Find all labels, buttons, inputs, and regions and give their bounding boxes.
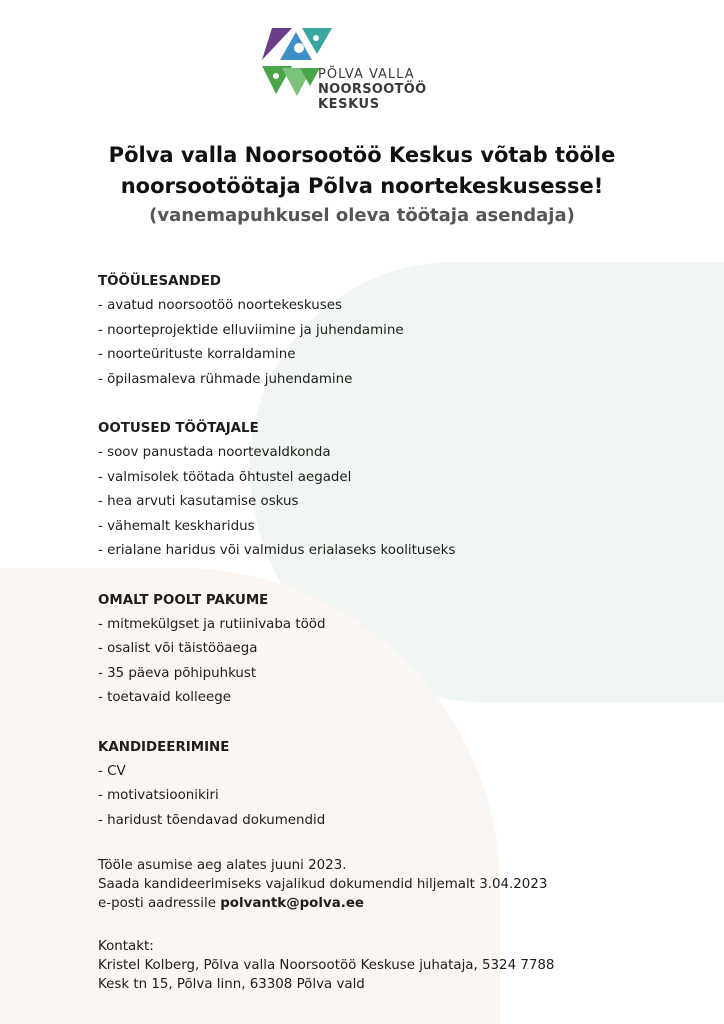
section-duties	[98, 270, 698, 392]
contact-info	[98, 937, 698, 994]
section-heading: OMALT POOLT PAKUME	[98, 592, 269, 608]
list-item: - erialane haridus või valmidus erialaseks koolituseks	[98, 543, 456, 558]
list-item: - haridust tõendavad dokumendid	[98, 812, 326, 828]
title-line-1: Põlva valla Noorsootöö Keskus võtab tööle	[108, 143, 616, 167]
list-item: - osalist või täistööaega	[98, 641, 258, 656]
title-line-2: noorsootöötaja Põlva noortekeskusesse!	[120, 174, 604, 198]
list-item: - 35 päeva põhipuhkust	[98, 665, 257, 681]
list-item: - vähemalt keskharidus	[98, 518, 255, 534]
application-info	[98, 856, 698, 913]
list-item: - motivatsioonikiri	[98, 788, 219, 803]
email-prefix: e-posti aadressile	[98, 896, 221, 911]
section-heading: KANDIDEERIMINE	[98, 739, 230, 755]
section-heading: TÖÖÜLESANDED	[98, 274, 222, 289]
email-line	[98, 894, 698, 913]
logo-line-2: NOORSOOTÖÖ	[318, 82, 427, 97]
start-date-text: Tööle asumise aeg alates juuni 2023.	[98, 858, 347, 873]
list-item: - noorteürituste korraldamine	[98, 347, 296, 362]
section-expectations	[98, 417, 698, 564]
contact-label: Kontakt:	[98, 939, 154, 954]
contact-person: Kristel Kolberg, Põlva valla Noorsootöö Keskuse juhataja, 5324 7788	[98, 958, 555, 973]
section-heading: OOTUSED TÖÖTAJALE	[98, 421, 259, 436]
job-details	[98, 270, 698, 858]
list-item: - valmisolek töötada õhtustel aegadel	[98, 469, 352, 485]
section-application	[98, 736, 698, 834]
email-link[interactable]: polvantk@polva.ee	[220, 896, 364, 911]
organization-logo	[258, 24, 458, 116]
page-subtitle: (vanemapuhkusel oleva töötaja asendaja)	[149, 205, 575, 226]
list-item: - soov panustada noortevaldkonda	[98, 445, 331, 460]
section-offer	[98, 589, 698, 711]
deadline-text: Saada kandideerimiseks vajalikud dokumendid hiljemalt 3.04.2023	[98, 877, 548, 892]
list-item: - õpilasmaleva rühmade juhendamine	[98, 371, 353, 387]
list-item: - mitmekülgset ja rutiinivaba tööd	[98, 616, 326, 632]
list-item: - CV	[98, 763, 126, 779]
list-item: - avatud noorsootöö noortekeskuses	[98, 298, 342, 313]
logo-line-1: PÕLVA VALLA	[318, 67, 415, 82]
list-item: - noorteprojektide elluviimine ja juhendamine	[98, 322, 404, 338]
contact-address: Kesk tn 15, Põlva linn, 63308 Põlva vald	[98, 977, 365, 992]
logo-text	[318, 67, 426, 112]
logo-line-3: KESKUS	[318, 97, 380, 112]
list-item: - hea arvuti kasutamise oskus	[98, 494, 299, 509]
list-item: - toetavaid kolleege	[98, 690, 231, 705]
page-title	[0, 140, 724, 202]
